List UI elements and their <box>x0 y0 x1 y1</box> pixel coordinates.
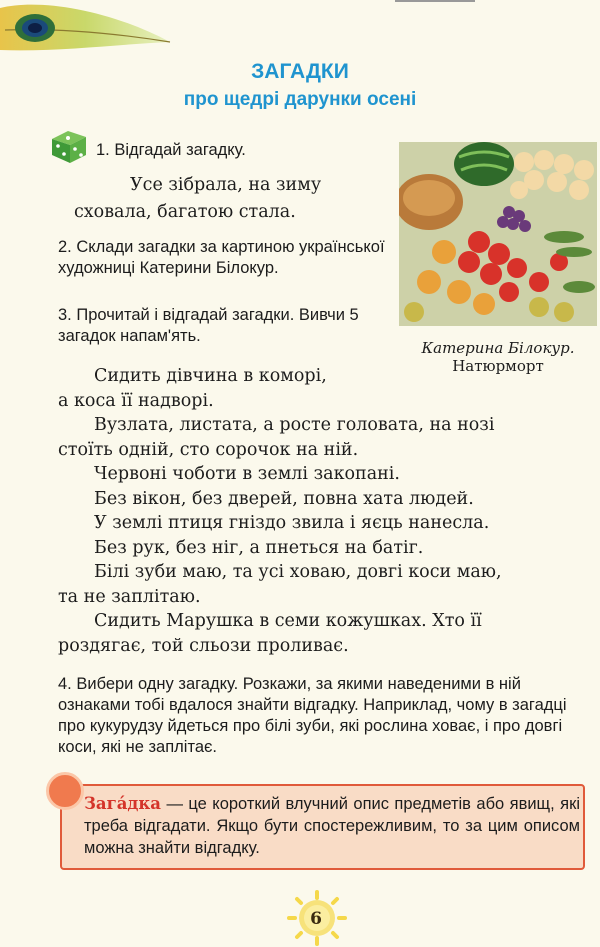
green-dice-icon <box>48 127 90 165</box>
task-3: 3. Прочитай і відгадай загадки. Вивчи 5 загадок напам'ять. <box>58 306 359 345</box>
still-life-painting <box>399 142 597 326</box>
riddle <box>58 364 599 413</box>
riddle-line: Без рук, без ніг, а пнеться на батіг. <box>94 537 424 558</box>
definition-body: — це короткий влучний опис предметів або явищ, які треба відгадати. Якщо бути спостережливим, то за цим описом можна знайти відгадку. <box>84 795 580 857</box>
riddle <box>58 487 599 512</box>
painting-title: Натюрморт <box>452 357 544 375</box>
riddle-line: а коса її надворі. <box>58 390 214 411</box>
page-title: ЗАГАДКИ <box>251 60 349 83</box>
riddle <box>58 511 599 536</box>
peacock-feather-icon <box>0 0 175 62</box>
riddle-list <box>58 364 599 658</box>
riddle <box>58 536 599 561</box>
page-subtitle: про щедрі дарунки осені <box>183 89 417 110</box>
riddle-line: Вузлата, листата, а росте головата, на нозі <box>94 415 495 435</box>
riddle-line: Білі зуби маю, та усі ховаю, довгі коси маю, <box>94 562 502 582</box>
top-rule <box>395 0 475 2</box>
definition-text <box>84 793 580 859</box>
riddle-line: роздягає, той сльози проливає. <box>58 635 349 656</box>
task-4: 4. Вибери одну загадку. Розкажи, за якими наведеними в ній ознаками тобі вдалося знайти відгадку. Наприклад, чому в загадці про кукурудзу йдеться про білі зуби, які рослина ховає, і про довгі коси, які не заплітає. <box>58 675 567 756</box>
riddle-line: та не заплітаю. <box>58 586 201 607</box>
riddle-line: Сидить дівчина в коморі, <box>94 366 327 386</box>
riddle-line: Без вікон, без дверей, повна хата людей. <box>94 488 474 509</box>
riddle <box>58 609 599 658</box>
painting-author: Катерина Білокур. <box>421 339 575 357</box>
first-riddle: Усе зібрала, на зиму сховала, багатою стала. <box>74 175 322 222</box>
riddle-line: Червоні чоботи в землі закопані. <box>94 464 400 484</box>
riddle <box>58 413 599 462</box>
page-number: 6 <box>310 909 322 929</box>
riddle <box>58 462 599 487</box>
riddle-line: стоїть одній, сто сорочок на ній. <box>58 439 359 460</box>
riddle-line: Сидить Марушка в семи кожушках. Хто її <box>94 611 482 631</box>
task-2: 2. Склади загадки за картиною української художниці Катерини Білокур. <box>58 238 385 277</box>
box-marker-icon <box>46 772 84 810</box>
riddle <box>58 560 599 609</box>
definition-term: Зага́дка <box>84 794 161 813</box>
riddle-line: У землі птиця гніздо звила і яєць нанесла. <box>94 513 490 533</box>
task-1: 1. Відгадай загадку. <box>96 141 246 159</box>
